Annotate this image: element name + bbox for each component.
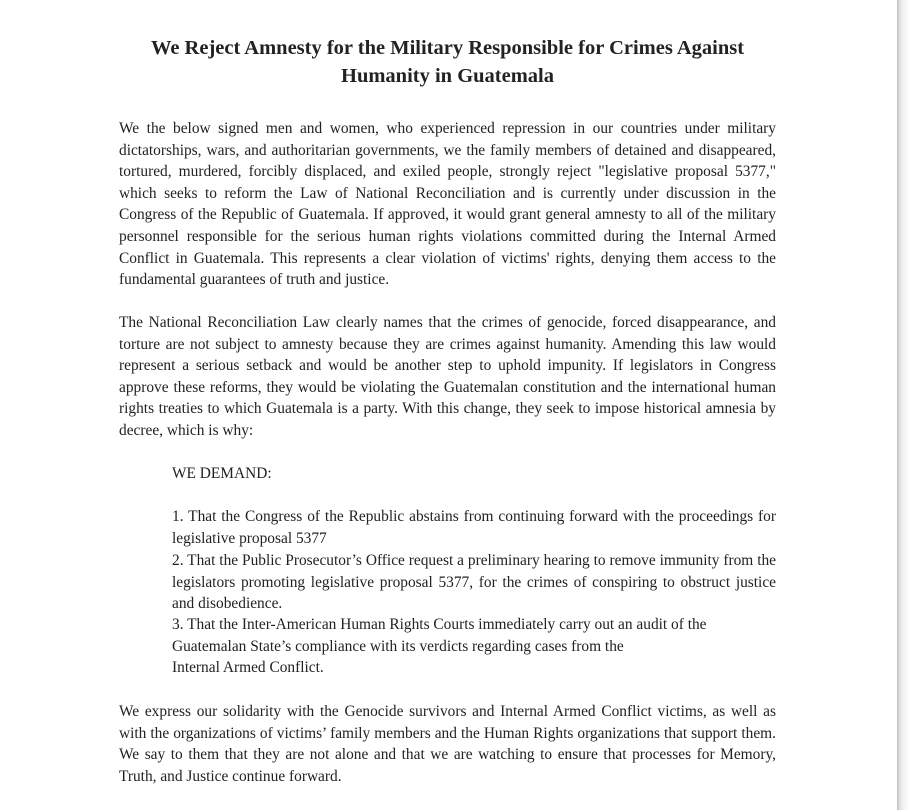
page-edge-shadow (897, 0, 908, 810)
document-title: We Reject Amnesty for the Military Responsible for Crimes Against Humanity in Guatemala (150, 37, 745, 87)
demand-item-3 (172, 614, 776, 679)
paragraph-law: The National Reconciliation Law clearly names that the crimes of genocide, forced disappearance, and torture are not subject to amnesty because they are crimes against humanity. Amending this law would represent a serious setback and would be another step to uphold impunity. If legislators in Congress approve these reforms, they would be violating the Guatemalan constitution and the international human rights treaties to which Guatemala is a party. With this change, they seek to impose historical amnesia by decree, which is why: (119, 314, 776, 439)
paragraph-intro: We the below signed men and women, who experienced repression in our countries under military dictatorships, wars, and authoritarian governments, we the family members of detained and disappeared, tortured, murdered, forcibly displaced, and exiled people, strongly reject "legislative proposal 5377," which seeks to reform the Law of National Reconciliation and is currently under discussion in the Congress of the Republic of Guatemala. If approved, it would grant general amnesty to all of the military personnel responsible for the serious human rights violations committed during the Internal Armed Conflict in Guatemala. This represents a clear violation of victims' rights, denying them access to the fundamental guarantees of truth and justice. (119, 120, 776, 289)
demand-item-3-text: 3. That the Inter-American Human Rights Courts immediately carry out an audit of the Guatemalan State’s compliance with its verdicts regarding cases from the (172, 616, 707, 655)
demand-item-1: 1. That the Congress of the Republic abstains from continuing forward with the proceedings for legislative proposal 5377 (172, 508, 776, 547)
paragraph-solidarity: We express our solidarity with the Genocide survivors and Internal Armed Conflict victims, as well as with the organizations of victims’ family members and the Human Rights organizations that support them. We say to them that they are not alone and that we are watching to ensure that processes for Memory, Truth, and Justice continue forward. (119, 703, 776, 785)
demand-item-2: 2. That the Public Prosecutor’s Office request a preliminary hearing to remove immunity from the legislators promoting legislative proposal 5377, for the crimes of conspiring to obstruct justice and disobedience. (172, 552, 776, 613)
demands-heading: WE DEMAND: (172, 465, 272, 482)
demand-item-3-continuation: Internal Armed Conflict. (172, 659, 324, 677)
